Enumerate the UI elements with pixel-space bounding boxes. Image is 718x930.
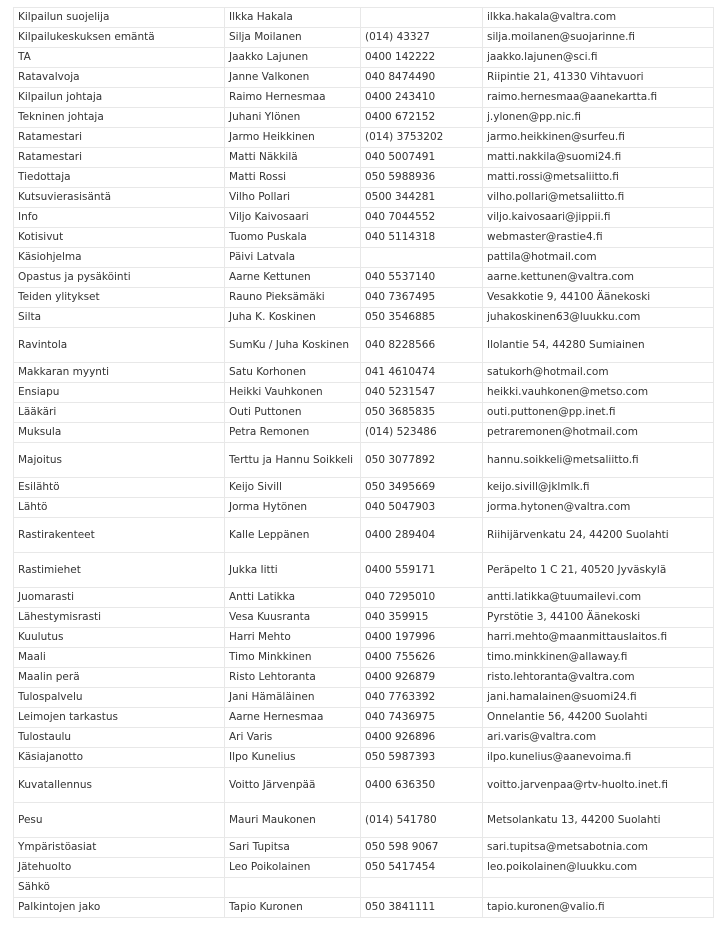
phone-cell: 0400 636350 [361,768,483,803]
table-row [14,48,714,68]
role-cell: Muksula [14,423,225,443]
table-row [14,768,714,803]
table-row [14,8,714,28]
phone-cell: 040 7367495 [361,288,483,308]
phone-cell [361,248,483,268]
table-row [14,28,714,48]
table-row [14,628,714,648]
role-cell: Ravintola [14,328,225,363]
phone-cell: 0400 755626 [361,648,483,668]
role-cell: Kuvatallennus [14,768,225,803]
table-row [14,443,714,478]
role-cell: Kuulutus [14,628,225,648]
phone-cell: 050 3841111 [361,898,483,918]
phone-cell: 0500 344281 [361,188,483,208]
phone-cell: 050 3685835 [361,403,483,423]
table-row [14,308,714,328]
role-cell: Juomarasti [14,588,225,608]
contact-cell: satukorh@hotmail.com [483,363,714,383]
contact-cell: timo.minkkinen@allaway.fi [483,648,714,668]
contact-cell: Pyrstötie 3, 44100 Äänekoski [483,608,714,628]
role-cell: Pesu [14,803,225,838]
role-cell: Lähestymisrasti [14,608,225,628]
contact-cell: Riihijärvenkatu 24, 44200 Suolahti [483,518,714,553]
name-cell: Terttu ja Hannu Soikkeli [225,443,361,478]
table-row [14,403,714,423]
table-row [14,898,714,918]
table-row [14,498,714,518]
role-cell: Rastirakenteet [14,518,225,553]
phone-cell: 0400 672152 [361,108,483,128]
name-cell: Jukka Iitti [225,553,361,588]
contact-cell: ilpo.kunelius@aanevoima.fi [483,748,714,768]
table-row [14,648,714,668]
role-cell: Kilpailun johtaja [14,88,225,108]
phone-cell: (014) 523486 [361,423,483,443]
phone-cell: 0400 243410 [361,88,483,108]
contact-cell: Onnelantie 56, 44200 Suolahti [483,708,714,728]
name-cell: SumKu / Juha Koskinen [225,328,361,363]
phone-cell: 040 7436975 [361,708,483,728]
name-cell: Jani Hämäläinen [225,688,361,708]
contact-cell: vilho.pollari@metsaliitto.fi [483,188,714,208]
table-row [14,108,714,128]
contact-cell: Metsolankatu 13, 44200 Suolahti [483,803,714,838]
contact-cell: risto.lehtoranta@valtra.com [483,668,714,688]
contact-cell: silja.moilanen@suojarinne.fi [483,28,714,48]
role-cell: Esilähtö [14,478,225,498]
role-cell: Info [14,208,225,228]
table-row [14,608,714,628]
name-cell: Vesa Kuusranta [225,608,361,628]
name-cell [225,878,361,898]
role-cell: Tulostaulu [14,728,225,748]
role-cell: Sähkö [14,878,225,898]
phone-cell: 040 5047903 [361,498,483,518]
phone-cell: 0400 559171 [361,553,483,588]
name-cell: Heikki Vauhkonen [225,383,361,403]
contact-cell: jarmo.heikkinen@surfeu.fi [483,128,714,148]
role-cell: Silta [14,308,225,328]
contact-cell: voitto.jarvenpaa@rtv-huolto.inet.fi [483,768,714,803]
contact-cell: j.ylonen@pp.nic.fi [483,108,714,128]
role-cell: Ratamestari [14,148,225,168]
role-cell: Opastus ja pysäköinti [14,268,225,288]
table-row [14,268,714,288]
role-cell: Kilpailun suojelija [14,8,225,28]
table-row [14,708,714,728]
phone-cell: 0400 142222 [361,48,483,68]
phone-cell: 0400 926879 [361,668,483,688]
name-cell: Outi Puttonen [225,403,361,423]
contact-cell: Ilolantie 54, 44280 Sumiainen [483,328,714,363]
name-cell: Kalle Leppänen [225,518,361,553]
phone-cell: (014) 541780 [361,803,483,838]
table-row [14,128,714,148]
table-row [14,383,714,403]
table-row [14,588,714,608]
contact-cell: heikki.vauhkonen@metso.com [483,383,714,403]
table-row [14,423,714,443]
phone-cell: 050 5988936 [361,168,483,188]
contact-cell: jorma.hytonen@valtra.com [483,498,714,518]
name-cell: Ari Varis [225,728,361,748]
phone-cell: 040 5114318 [361,228,483,248]
phone-cell: 050 598 9067 [361,838,483,858]
table-row [14,878,714,898]
role-cell: Ympäristöasiat [14,838,225,858]
contact-cell: Vesakkotie 9, 44100 Äänekoski [483,288,714,308]
contact-cell: pattila@hotmail.com [483,248,714,268]
phone-cell: (014) 3753202 [361,128,483,148]
contact-cell: antti.latikka@tuumailevi.com [483,588,714,608]
phone-cell: 0400 926896 [361,728,483,748]
contact-cell: keijo.sivill@jklmlk.fi [483,478,714,498]
contact-cell: webmaster@rastie4.fi [483,228,714,248]
staff-contact-table [13,7,714,918]
name-cell: Päivi Latvala [225,248,361,268]
name-cell: Petra Remonen [225,423,361,443]
table-row [14,553,714,588]
phone-cell: 040 8474490 [361,68,483,88]
name-cell: Aarne Kettunen [225,268,361,288]
role-cell: Tiedottaja [14,168,225,188]
phone-cell: 040 5007491 [361,148,483,168]
name-cell: Sari Tupitsa [225,838,361,858]
role-cell: Käsiajanotto [14,748,225,768]
name-cell: Raimo Hernesmaa [225,88,361,108]
role-cell: Rastimiehet [14,553,225,588]
contact-cell: aarne.kettunen@valtra.com [483,268,714,288]
contact-cell: raimo.hernesmaa@aanekartta.fi [483,88,714,108]
table-row [14,748,714,768]
name-cell: Aarne Hernesmaa [225,708,361,728]
name-cell: Leo Poikolainen [225,858,361,878]
table-row [14,518,714,553]
phone-cell: (014) 43327 [361,28,483,48]
role-cell: Lääkäri [14,403,225,423]
phone-cell: 040 7044552 [361,208,483,228]
name-cell: Silja Moilanen [225,28,361,48]
contact-cell: jani.hamalainen@suomi24.fi [483,688,714,708]
contact-cell: ilkka.hakala@valtra.com [483,8,714,28]
phone-cell: 0400 197996 [361,628,483,648]
table-row [14,228,714,248]
role-cell: Teiden ylitykset [14,288,225,308]
table-row [14,188,714,208]
role-cell: Palkintojen jako [14,898,225,918]
name-cell: Juha K. Koskinen [225,308,361,328]
table-row [14,328,714,363]
name-cell: Ilkka Hakala [225,8,361,28]
name-cell: Satu Korhonen [225,363,361,383]
phone-cell: 040 5537140 [361,268,483,288]
role-cell: Ensiapu [14,383,225,403]
name-cell: Ilpo Kunelius [225,748,361,768]
name-cell: Matti Rossi [225,168,361,188]
phone-cell: 050 3495669 [361,478,483,498]
phone-cell [361,878,483,898]
table-row [14,208,714,228]
name-cell: Tapio Kuronen [225,898,361,918]
table-row [14,858,714,878]
contact-cell: hannu.soikkeli@metsaliitto.fi [483,443,714,478]
name-cell: Vilho Pollari [225,188,361,208]
role-cell: Kutsuvierasisäntä [14,188,225,208]
name-cell: Janne Valkonen [225,68,361,88]
table-row [14,728,714,748]
phone-cell: 050 3077892 [361,443,483,478]
role-cell: Ratavalvoja [14,68,225,88]
contact-cell: ari.varis@valtra.com [483,728,714,748]
name-cell: Mauri Maukonen [225,803,361,838]
phone-cell: 040 359915 [361,608,483,628]
table-row [14,688,714,708]
name-cell: Timo Minkkinen [225,648,361,668]
role-cell: Jätehuolto [14,858,225,878]
table-row [14,803,714,838]
role-cell: Kilpailukeskuksen emäntä [14,28,225,48]
role-cell: Maali [14,648,225,668]
contact-cell: jaakko.lajunen@sci.fi [483,48,714,68]
contact-cell [483,878,714,898]
role-cell: Makkaran myynti [14,363,225,383]
contact-cell: harri.mehto@maanmittauslaitos.fi [483,628,714,648]
phone-cell: 0400 289404 [361,518,483,553]
role-cell: TA [14,48,225,68]
phone-cell: 040 5231547 [361,383,483,403]
phone-cell: 040 7295010 [361,588,483,608]
contact-cell: viljo.kaivosaari@jippii.fi [483,208,714,228]
table-row [14,248,714,268]
name-cell: Risto Lehtoranta [225,668,361,688]
table-row [14,148,714,168]
table-row [14,288,714,308]
contact-cell: sari.tupitsa@metsabotnia.com [483,838,714,858]
name-cell: Tuomo Puskala [225,228,361,248]
role-cell: Käsiohjelma [14,248,225,268]
table-row [14,168,714,188]
name-cell: Matti Näkkilä [225,148,361,168]
contact-cell: tapio.kuronen@valio.fi [483,898,714,918]
role-cell: Maalin perä [14,668,225,688]
name-cell: Jorma Hytönen [225,498,361,518]
name-cell: Juhani Ylönen [225,108,361,128]
contact-cell: leo.poikolainen@luukku.com [483,858,714,878]
name-cell: Jaakko Lajunen [225,48,361,68]
contact-cell: petraremonen@hotmail.com [483,423,714,443]
contact-cell: matti.nakkila@suomi24.fi [483,148,714,168]
name-cell: Jarmo Heikkinen [225,128,361,148]
phone-cell: 050 5987393 [361,748,483,768]
phone-cell: 050 3546885 [361,308,483,328]
phone-cell [361,8,483,28]
role-cell: Tekninen johtaja [14,108,225,128]
table-row [14,478,714,498]
contact-cell: Peräpelto 1 C 21, 40520 Jyväskylä [483,553,714,588]
contact-cell: outi.puttonen@pp.inet.fi [483,403,714,423]
role-cell: Kotisivut [14,228,225,248]
role-cell: Lähtö [14,498,225,518]
phone-cell: 040 7763392 [361,688,483,708]
table-row [14,88,714,108]
table-row [14,68,714,88]
phone-cell: 040 8228566 [361,328,483,363]
table-row [14,363,714,383]
contact-cell: Riipintie 21, 41330 Vihtavuori [483,68,714,88]
name-cell: Antti Latikka [225,588,361,608]
phone-cell: 050 5417454 [361,858,483,878]
name-cell: Voitto Järvenpää [225,768,361,803]
name-cell: Viljo Kaivosaari [225,208,361,228]
name-cell: Harri Mehto [225,628,361,648]
staff-table-body [14,8,714,918]
contact-cell: juhakoskinen63@luukku.com [483,308,714,328]
name-cell: Keijo Sivill [225,478,361,498]
role-cell: Tulospalvelu [14,688,225,708]
phone-cell: 041 4610474 [361,363,483,383]
table-row [14,838,714,858]
role-cell: Leimojen tarkastus [14,708,225,728]
name-cell: Rauno Pieksämäki [225,288,361,308]
table-row [14,668,714,688]
contact-cell: matti.rossi@metsaliitto.fi [483,168,714,188]
role-cell: Majoitus [14,443,225,478]
role-cell: Ratamestari [14,128,225,148]
